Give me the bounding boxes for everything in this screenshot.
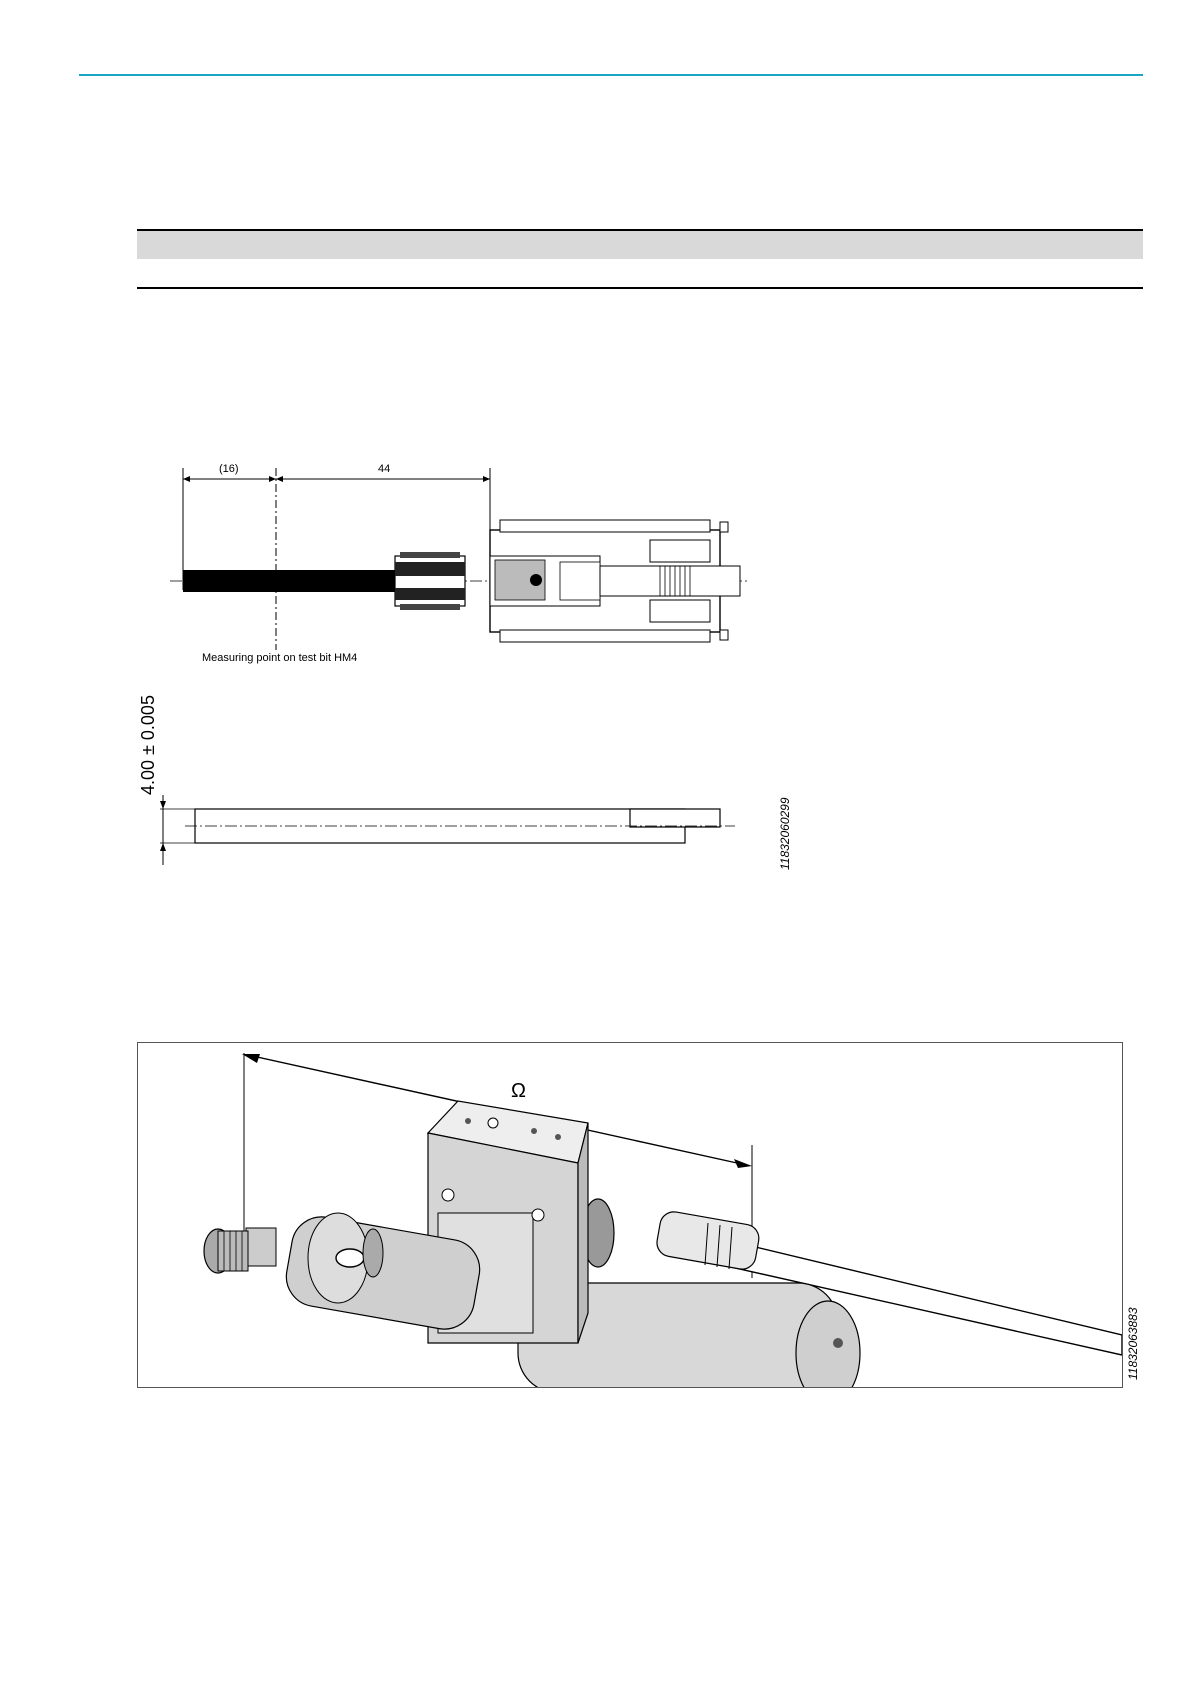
- header-rule: [79, 74, 1143, 76]
- measuring-point-caption: Measuring point on test bit HM4: [202, 652, 358, 664]
- test-bit-drawing: [130, 455, 770, 875]
- table-header: [137, 229, 1143, 259]
- dimension-ref-label: (16): [219, 463, 239, 475]
- tolerance-label: 4.00 ± 0.005: [138, 695, 158, 795]
- dimension-length-label: 44: [378, 463, 391, 475]
- figure-id-2: 11832063883: [1126, 1307, 1140, 1380]
- tool-illustration-frame: [137, 1042, 1123, 1388]
- table-bottom-rule: [137, 287, 1143, 289]
- tool-illustration: [138, 1043, 1122, 1387]
- figure-id-1: 11832060299: [778, 797, 792, 870]
- omega-label: Ω: [511, 1080, 526, 1102]
